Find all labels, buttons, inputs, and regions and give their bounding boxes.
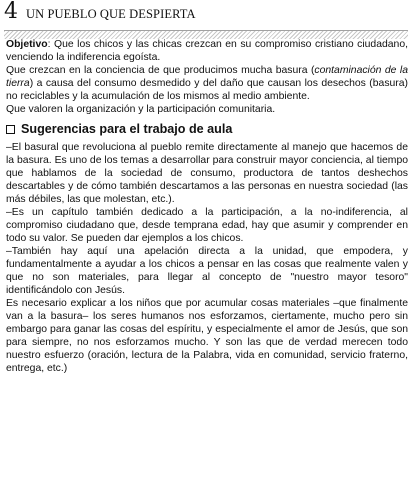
paragraph-values: Que valoren la organización y la participación comunitaria. [6,104,276,115]
body-paragraph-explicar: Es necesario explicar a los niños que por acumular cosas materiales –que finalmente van a la basura– los seres humanos nos esforzamos, ciertamente, mucho pero sin embargo para ganar las cosas del espíritu, y especialmente el amor de Jesús, que son para siempre, no nos esforzamos mucho. Y son las que de verdad merecen todo nuestro esfuerzo (oración, lectura de la Palabra, vida en comunidad, servicio fraterno, entrega, etc.) [6,298,408,374]
italic-text: contaminación de la tierra [6,65,408,89]
chapter-title: UN PUEBLO QUE DESPIERTA [26,7,196,21]
paragraph-text: ) a causa del consumo desmedido y del daño que causan los desechos (basura) no reciclables y la acumulación de los mismos al medio ambiente. [6,78,408,102]
paragraph-consciousness [6,64,408,103]
page-content [6,38,408,375]
chapter-header [4,2,408,28]
section-heading [6,121,408,138]
body-paragraph-unidad: –También hay aquí una apelación directa a la unidad, que empodera, y fundamentalmente a ayudar a los chicos a pensar en las cosas que realmente valen y que no son materiales, para llegar al concepto de "nuestro mayor tesoro" identificándolo con Jesús. [6,246,408,296]
objective-text: : Que los chicos y las chicas crezcan en su compromiso cristiano ciudadano, venciendo la indiferencia egoísta. [6,39,408,63]
body-paragraph-basural: –El basural que revoluciona al pueblo remite directamente al manejo que hacemos de la basura. Es uno de los temas a desarrollar para construir mayor conciencia, al tiempo que hablamos de la sociedad de consumo, productora de tantos deshechos descartables y de cómo también descartamos a las personas en nuestra sociedad (las más débiles, las que molestan, etc.). [6,142,408,205]
objective-label: Objetivo [6,39,48,50]
section-heading-text: Sugerencias para el trabajo de aula [21,122,233,136]
body-paragraph-participacion: –Es un capítulo también dedicado a la participación, a la no-indiferencia, al compromiso ciudadano que, desde temprana edad, hay que asumir y comprender en todo su valor. Se pueden dar ejemplos a los chicos. [6,207,408,244]
paragraph-text: Que crezcan en la conciencia de que producimos mucha basura ( [6,65,315,76]
chapter-number: 4 [4,0,18,24]
checkbox-square-icon [6,125,15,134]
objective-paragraph [6,38,408,64]
